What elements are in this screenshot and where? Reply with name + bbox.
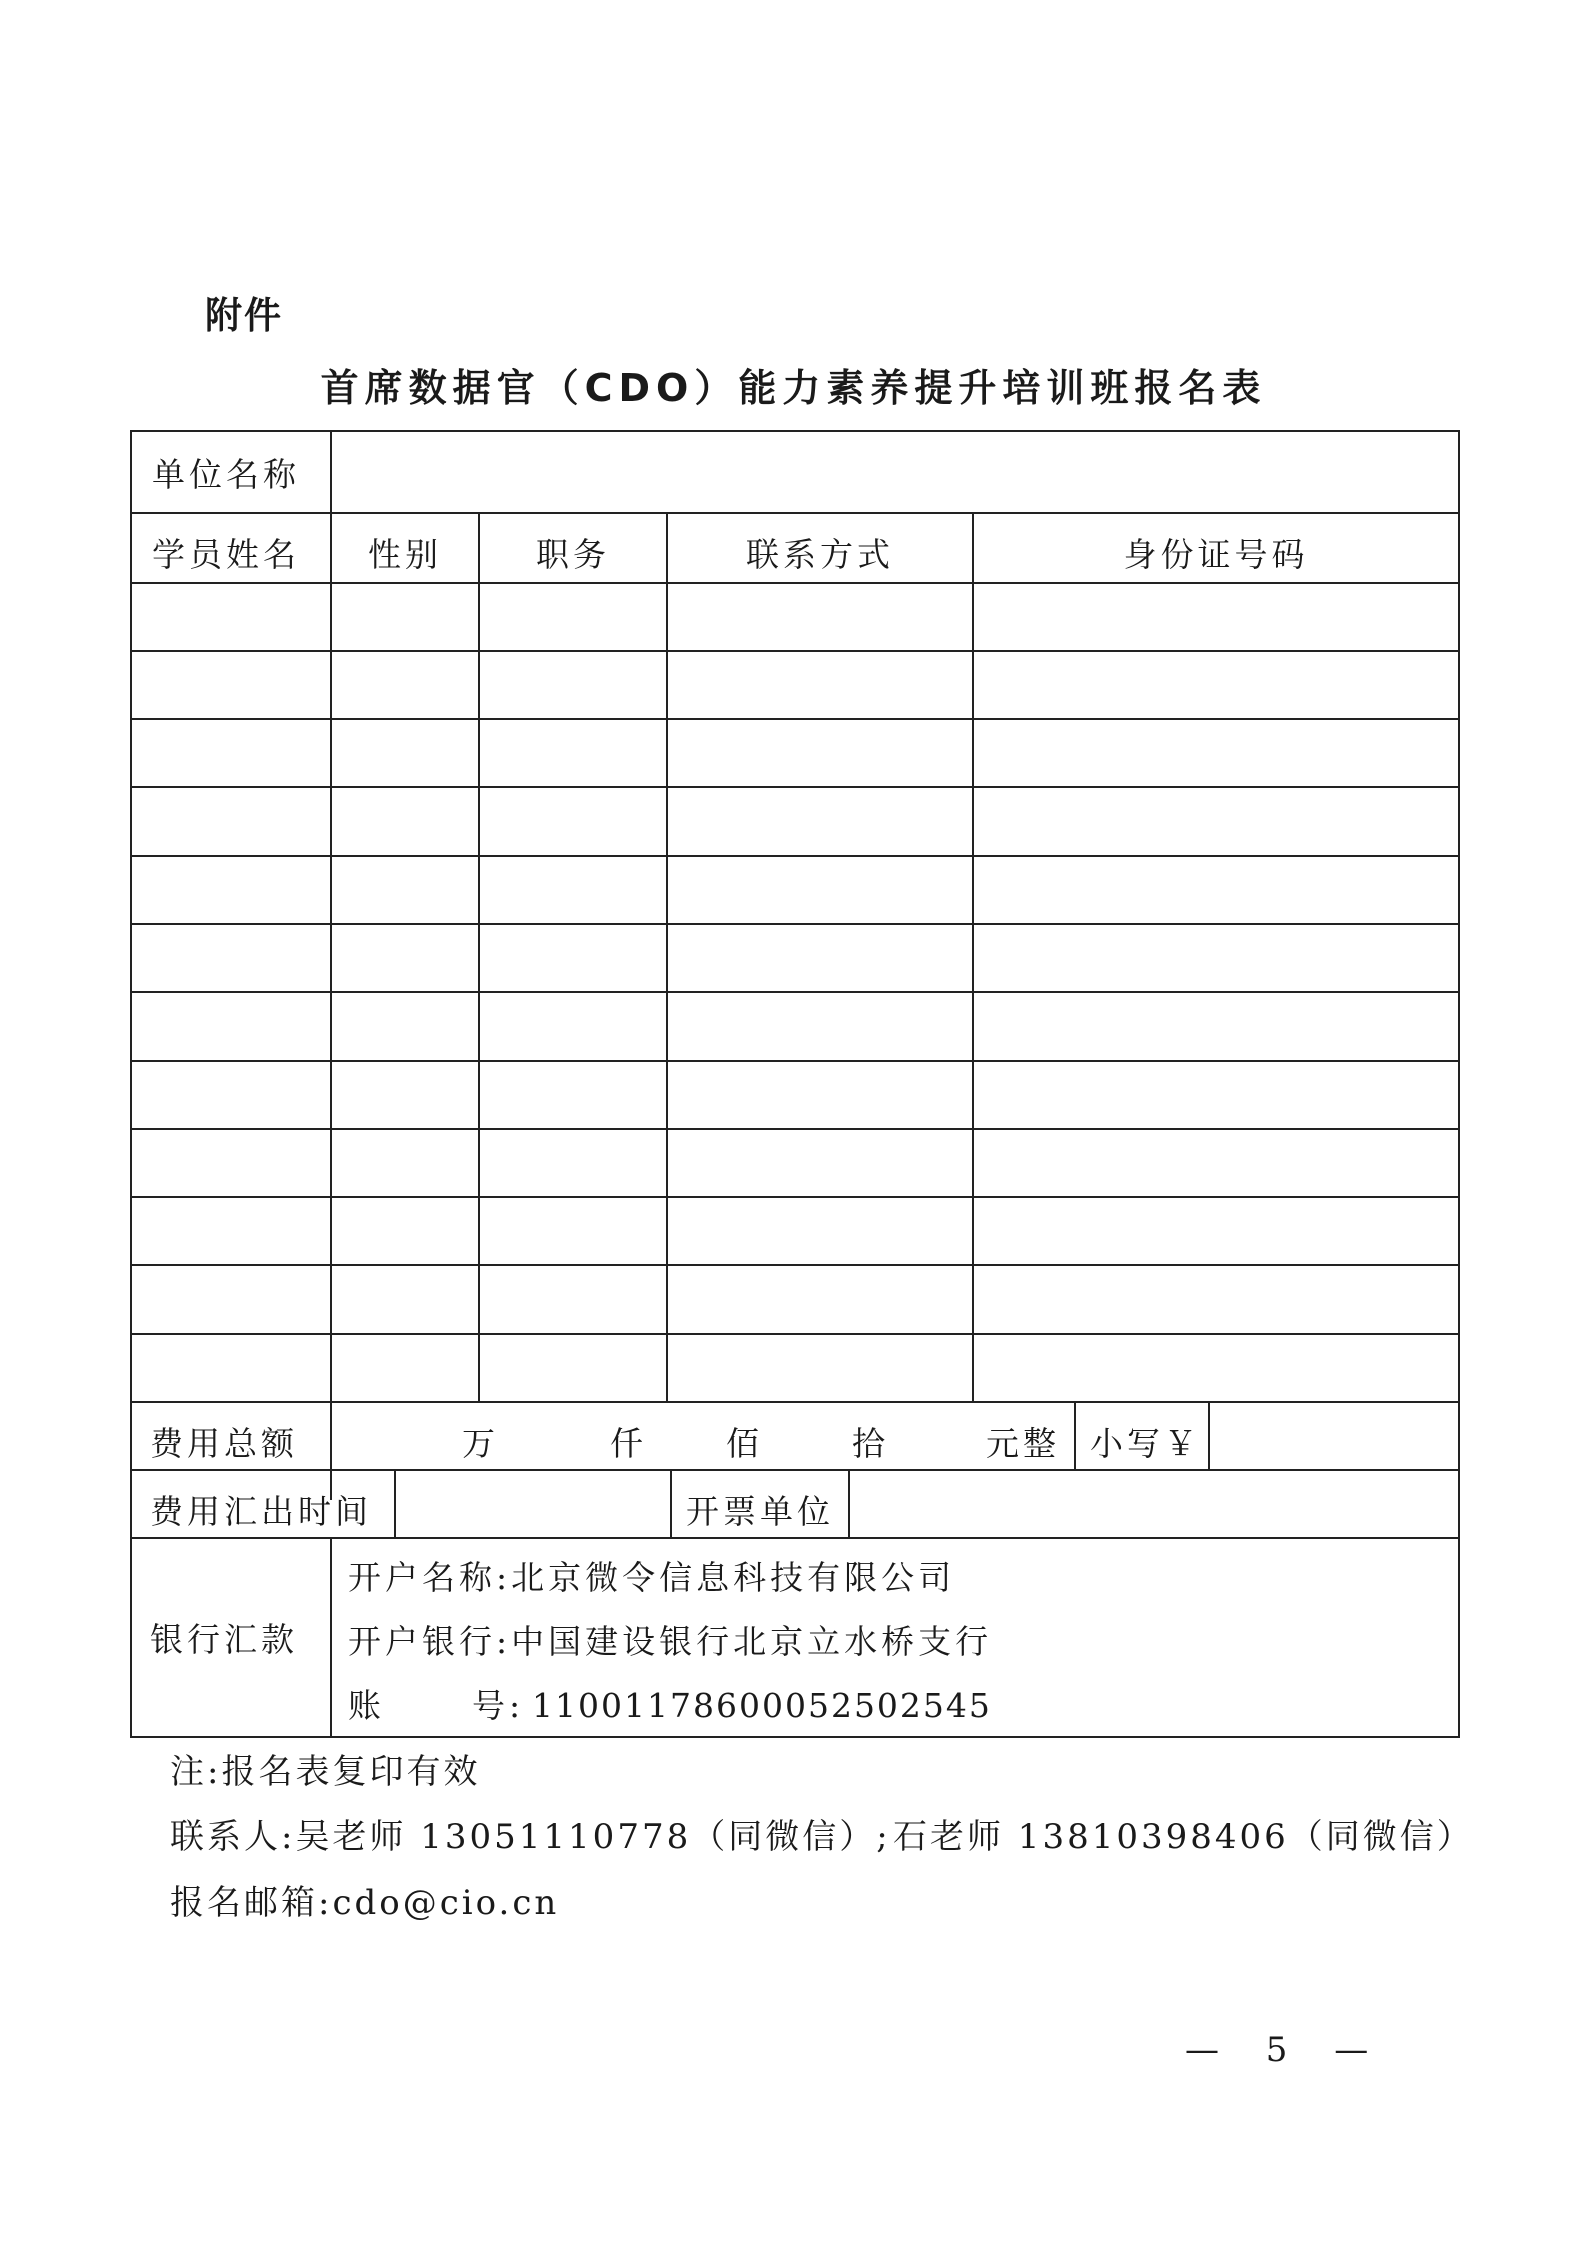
fee-small-field[interactable] <box>1210 1404 1458 1468</box>
table-row <box>130 1401 1460 1403</box>
table-row <box>130 786 1460 788</box>
col-divider <box>330 1537 332 1738</box>
note-copy-valid: 注:报名表复印有效 <box>170 1752 481 1792</box>
fee-shi-unit: 拾 <box>852 1424 889 1463</box>
invoice-unit-field[interactable] <box>850 1471 1458 1535</box>
fee-wan-unit: 万 <box>462 1424 499 1463</box>
fee-time-label: 费用汇出时间 <box>150 1492 372 1531</box>
bank-account-number-label: 账 号: <box>348 1686 525 1725</box>
fee-yuan-unit: 元整 <box>986 1424 1060 1463</box>
fee-time-field[interactable] <box>396 1471 668 1535</box>
table-row <box>130 718 1460 720</box>
bank-name: 开户银行:中国建设银行北京立水桥支行 <box>348 1622 993 1661</box>
bank-transfer-label: 银行汇款 <box>150 1620 298 1659</box>
table-row <box>130 1060 1460 1062</box>
column-header-name: 学员姓名 <box>152 535 300 574</box>
table-row <box>130 1196 1460 1198</box>
bank-account-number: 11001178600052502545 <box>532 1686 992 1725</box>
table-row <box>130 650 1460 652</box>
table-row <box>130 855 1460 857</box>
contact-person-1: 联系人:吴老师 13051110778（同微信）; <box>170 1817 891 1857</box>
row-divider <box>130 582 1460 584</box>
fee-total-label: 费用总额 <box>150 1424 298 1463</box>
invoice-unit-label: 开票单位 <box>686 1492 834 1531</box>
col-divider <box>330 430 332 1500</box>
unit-name-field[interactable] <box>332 432 1458 512</box>
bank-account-name: 开户名称:北京微令信息科技有限公司 <box>348 1558 956 1597</box>
column-header-contact: 联系方式 <box>746 535 894 574</box>
col-divider <box>666 512 668 1402</box>
column-header-position: 职务 <box>536 535 610 574</box>
fee-qian-unit: 仟 <box>610 1424 647 1463</box>
col-divider <box>670 1469 672 1537</box>
contact-person-2: 石老师 13810398406（同微信） <box>893 1817 1474 1857</box>
table-row <box>130 1264 1460 1266</box>
attachment-label: 附件 <box>205 294 283 337</box>
table-row <box>130 991 1460 993</box>
table-row <box>130 923 1460 925</box>
col-divider <box>972 512 974 1402</box>
fee-bai-unit: 佰 <box>726 1424 763 1463</box>
col-divider <box>1074 1402 1076 1470</box>
registration-email: 报名邮箱:cdo@cio.cn <box>170 1883 560 1923</box>
col-divider <box>478 512 480 1402</box>
unit-name-label: 单位名称 <box>152 455 300 494</box>
table-row <box>130 1333 1460 1335</box>
fee-total-field[interactable] <box>332 1404 1072 1468</box>
form-title: 首席数据官（CDO）能力素养提升培训班报名表 <box>320 366 1267 410</box>
row-divider <box>130 512 1460 514</box>
fee-small-label: 小写￥ <box>1090 1424 1201 1463</box>
page-number: — 5 — <box>1185 2030 1387 2070</box>
column-header-id-number: 身份证号码 <box>1123 535 1309 574</box>
table-row <box>130 1128 1460 1130</box>
column-header-gender: 性别 <box>368 535 442 574</box>
